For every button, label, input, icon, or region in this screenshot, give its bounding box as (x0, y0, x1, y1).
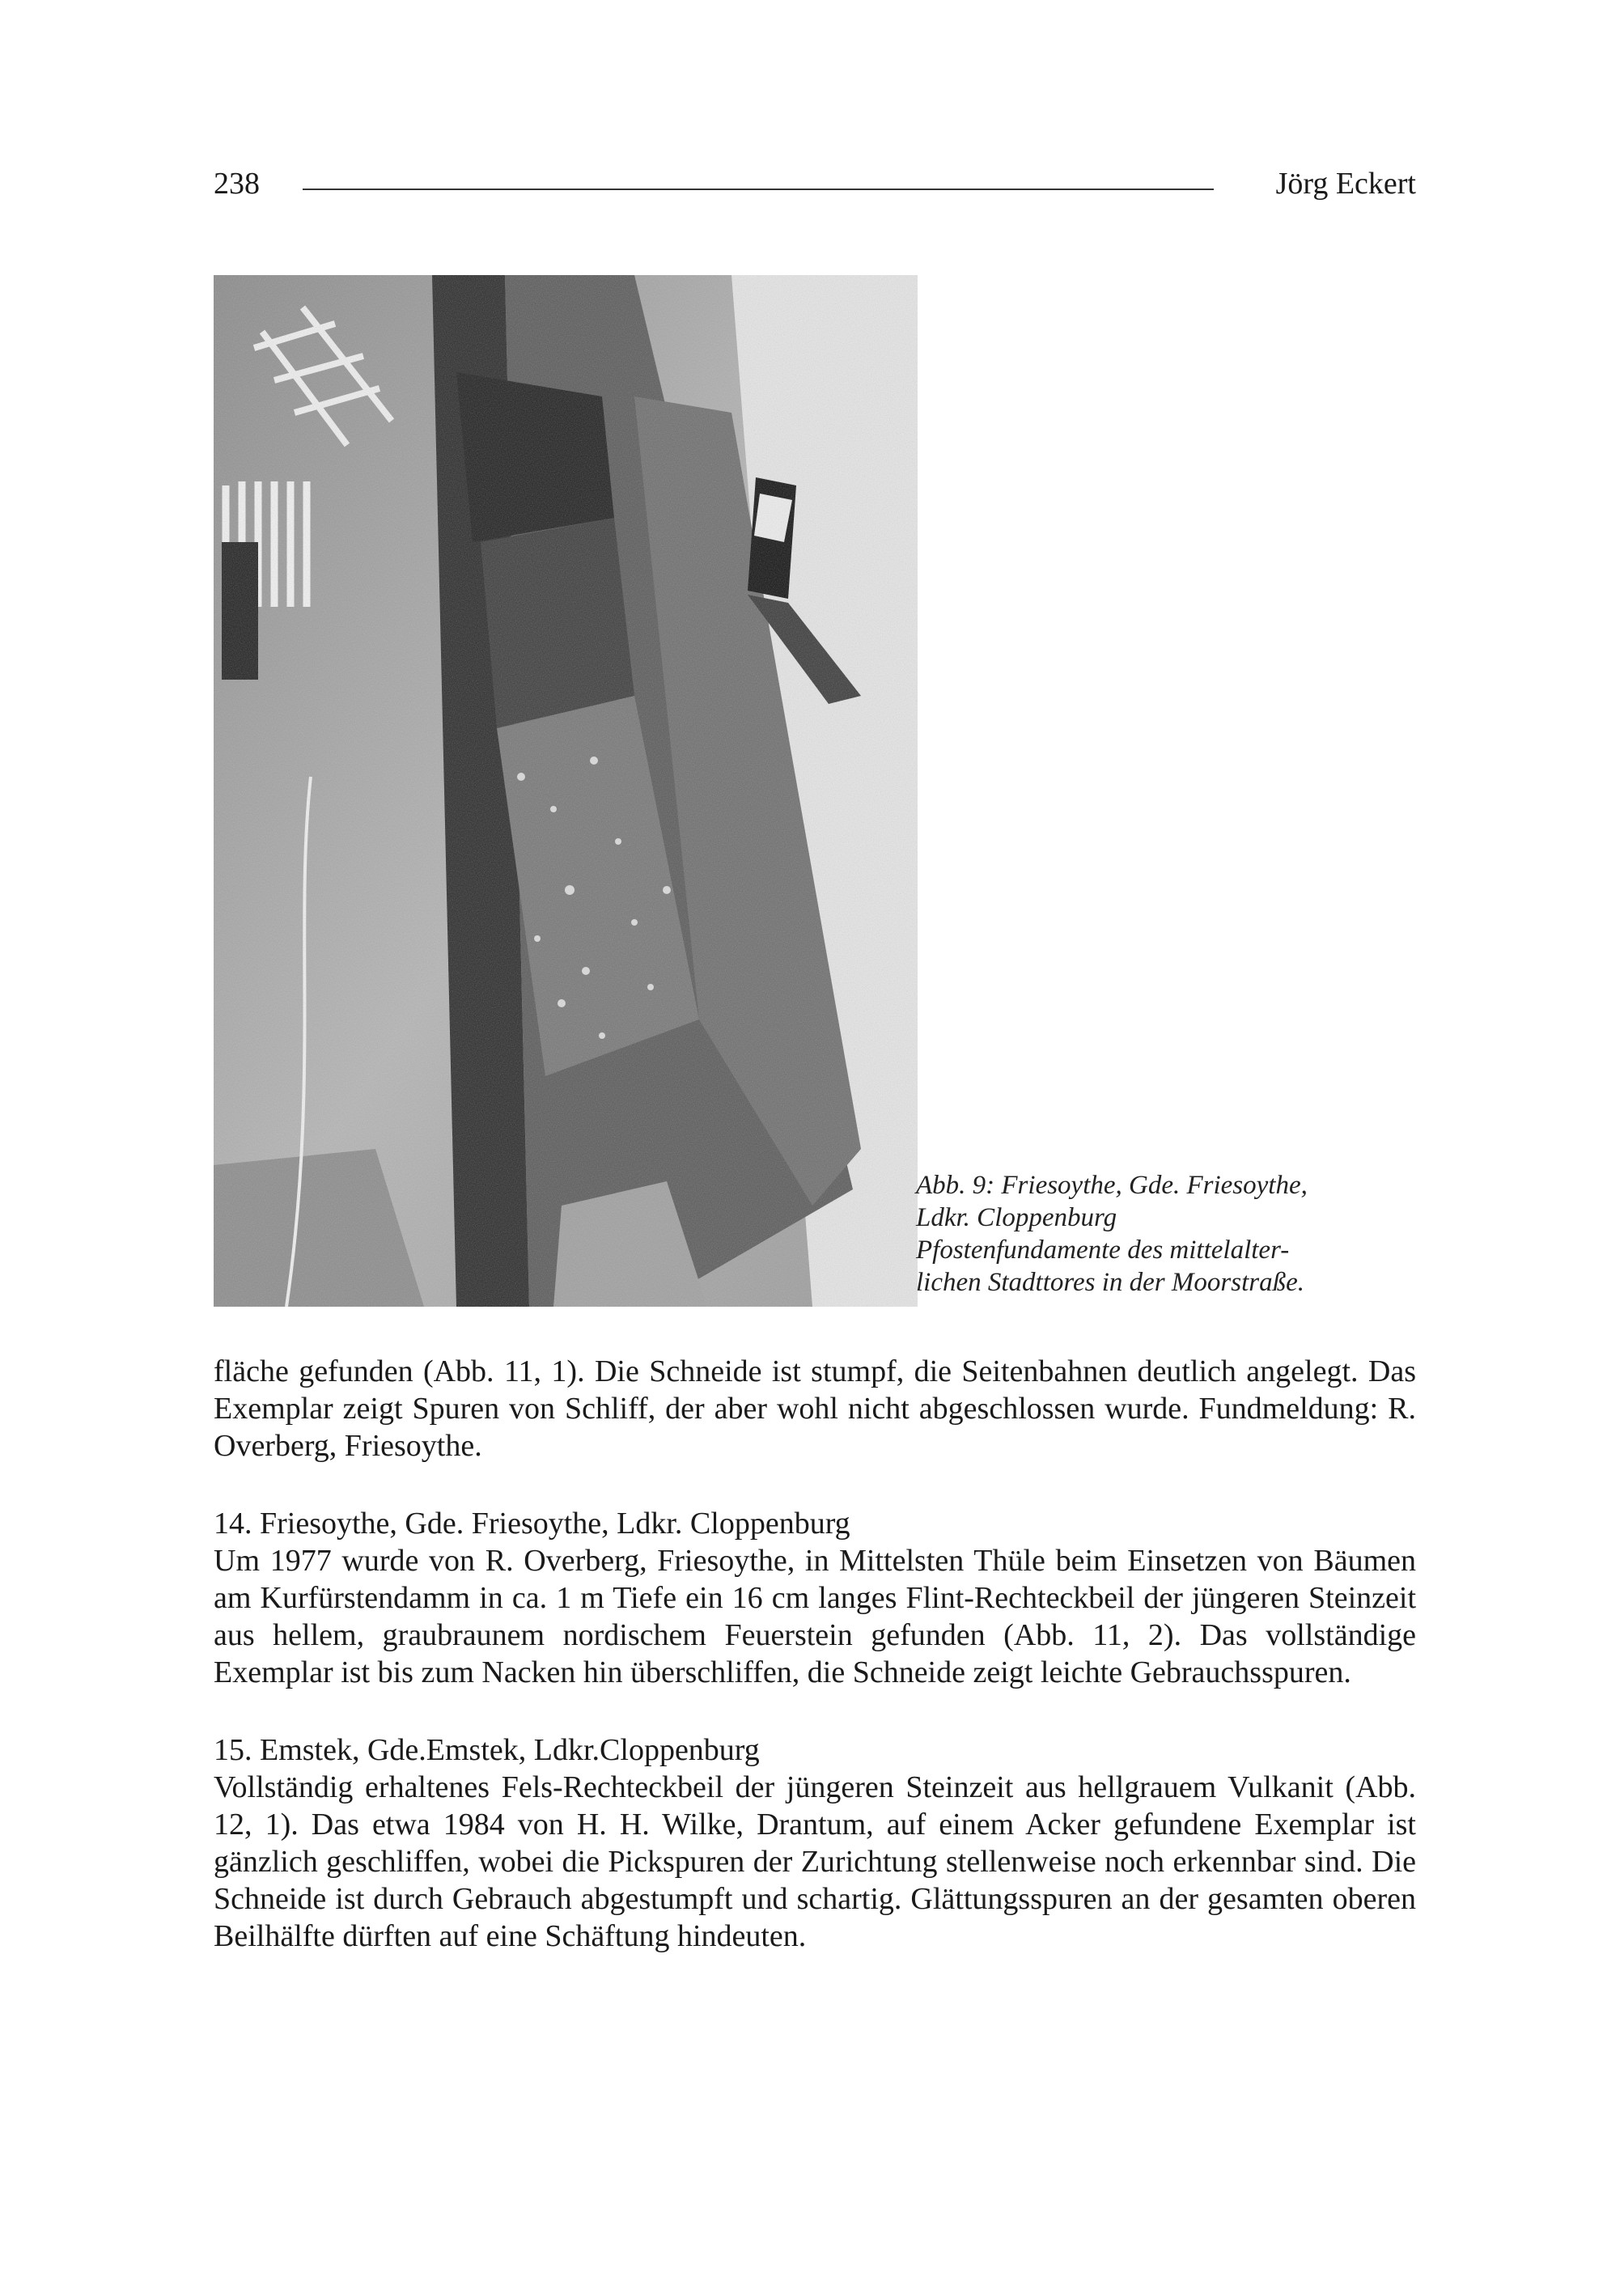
entry-text: Um 1977 wurde von R. Overberg, Friesoythe, in Mittelsten Thüle beim Einsetzen von Bäumen am Kurfürstendamm in ca. 1 m Tiefe ein 16 cm langes Flint-Rechteckbeil der jüngeren Steinzeit aus hellem, graubraunem nordischem Feuerstein gefunden (Abb. 11, 2). Das vollständige Exemplar ist bis zum Nacken hin überschliffen, die Schneide zeigt leichte Gebrauchsspuren. (214, 1544, 1416, 1689)
page-header (214, 166, 1416, 214)
body-text (214, 1353, 1416, 1955)
entry-text: Vollständig erhaltenes Fels-Rechteckbeil der jüngeren Steinzeit aus hellgrauem Vulkanit (Abb. 12, 1). Das etwa 1984 von H. H. Wilke, Drantum, auf einem Acker gefundene Exemplar ist gänzlich geschliffen, wobei die Pickspuren der Zurichtung stellenweise noch erkennbar sind. Die Schneide ist durch Gebrauch abgestumpft und schartig. Glättungsspuren an der gesamten oberen Beilhälfte dürften auf eine Schäftung hindeuten. (214, 1770, 1416, 1953)
running-author: Jörg Eckert (1275, 167, 1416, 201)
entry-heading: 14. Friesoythe, Gde. Friesoythe, Ldkr. Cloppenburg (214, 1507, 850, 1541)
caption-line: lichen Stadttores in der Moorstraße. (916, 1268, 1304, 1297)
excavation-photo (214, 275, 918, 1307)
caption-line: Abb. 9: Friesoythe, Gde. Friesoythe, (916, 1171, 1308, 1200)
figure-caption (916, 1169, 1401, 1299)
page-number: 238 (214, 167, 260, 201)
caption-line: Ldkr. Cloppenburg (916, 1203, 1117, 1232)
header-rule (303, 189, 1214, 190)
caption-line: Pfostenfundamente des mittelalter- (916, 1236, 1290, 1265)
entry-heading: 15. Emstek, Gde.Emstek, Ldkr.Cloppenburg (214, 1733, 760, 1767)
intro-paragraph: fläche gefunden (Abb. 11, 1). Die Schneide ist stumpf, die Seitenbahnen deutlich angelegt. Das Exemplar zeigt Spuren von Schliff, der aber wohl nicht abgeschlossen wurde. Fundmeldung: R. Overberg, Friesoythe. (214, 1354, 1416, 1463)
